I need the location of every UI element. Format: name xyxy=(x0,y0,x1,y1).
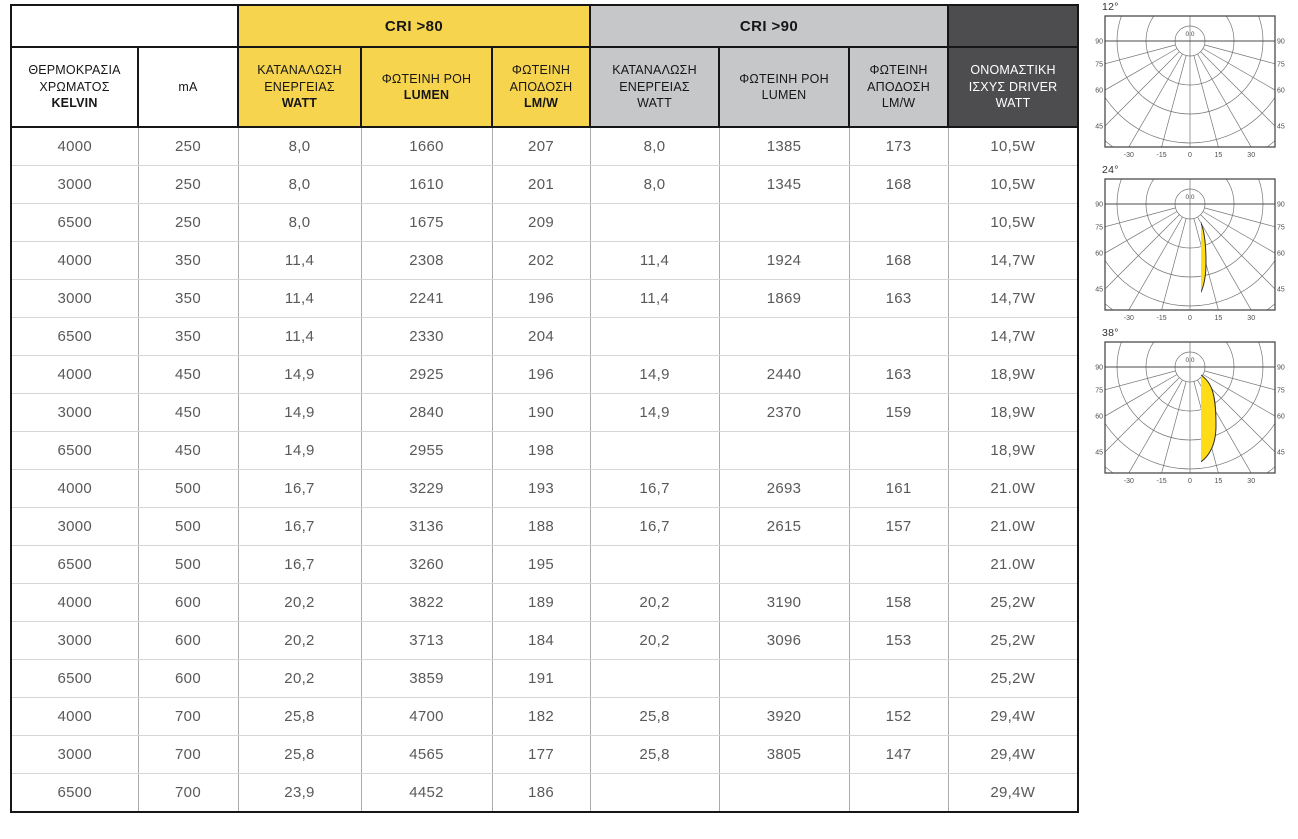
polar-plot xyxy=(1094,14,1286,164)
cell-efficacy-cri90: 173 xyxy=(849,127,948,166)
cell-efficacy-cri80: 193 xyxy=(492,470,590,508)
cell-luminous-flux-cri80: 4700 xyxy=(361,698,492,736)
cell-current-ma: 500 xyxy=(138,470,238,508)
diagram-tick-label: 60 xyxy=(1095,87,1103,95)
cell-luminous-flux-cri80: 2330 xyxy=(361,318,492,356)
cell-power-watt-cri90: 11,4 xyxy=(590,242,719,280)
cell-luminous-flux-cri80: 2840 xyxy=(361,394,492,432)
diagram-tick-label: 60 xyxy=(1095,250,1103,258)
column-header-power-watt-cri90 xyxy=(590,47,719,127)
table-row xyxy=(11,622,1078,660)
cell-efficacy-cri90: 163 xyxy=(849,280,948,318)
column-unit-text: LM/W xyxy=(881,96,916,111)
cell-luminous-flux-cri90: 1924 xyxy=(719,242,849,280)
cell-nominal-driver-power: 18,9W xyxy=(948,356,1078,394)
cell-luminous-flux-cri80: 3229 xyxy=(361,470,492,508)
cell-efficacy-cri80: 196 xyxy=(492,356,590,394)
diagram-tick-label: 30 xyxy=(1247,315,1256,322)
cell-power-watt-cri90 xyxy=(590,546,719,584)
column-header-text: ΦΩΤΕΙΝΗ ΡΟΗ xyxy=(739,71,829,86)
table-body xyxy=(11,127,1078,812)
cell-luminous-flux-cri80: 3260 xyxy=(361,546,492,584)
cell-luminous-flux-cri80: 4565 xyxy=(361,736,492,774)
cell-current-ma: 700 xyxy=(138,698,238,736)
cell-nominal-driver-power: 21.0W xyxy=(948,508,1078,546)
diagram-tick-label: 0.0 xyxy=(1185,194,1195,201)
cell-efficacy-cri90: 161 xyxy=(849,470,948,508)
diagram-tick-label: -30 xyxy=(1123,152,1134,159)
cell-power-watt-cri80: 11,4 xyxy=(238,242,361,280)
cell-power-watt-cri80: 8,0 xyxy=(238,127,361,166)
diagram-tick-label: 0.0 xyxy=(1185,357,1195,364)
diagram-tick-label: 45 xyxy=(1277,286,1285,294)
diagram-tick-label: 60 xyxy=(1277,413,1285,421)
cell-power-watt-cri80: 20,2 xyxy=(238,584,361,622)
cell-power-watt-cri90 xyxy=(590,660,719,698)
beam-angle-label: 24° xyxy=(1102,164,1119,176)
column-header-text: ΦΩΤΕΙΝΗ xyxy=(511,63,571,78)
cell-luminous-flux-cri80: 1610 xyxy=(361,166,492,204)
cell-current-ma: 500 xyxy=(138,508,238,546)
column-header-text: ΦΩΤΕΙΝΗ xyxy=(869,63,928,78)
cell-power-watt-cri80: 8,0 xyxy=(238,166,361,204)
cell-nominal-driver-power: 10,5W xyxy=(948,127,1078,166)
cell-color-temperature-kelvin: 6500 xyxy=(11,318,138,356)
diagram-tick-label: 45 xyxy=(1095,449,1103,457)
diagram-tick-label: 60 xyxy=(1277,250,1285,258)
diagram-tick-label: 75 xyxy=(1277,61,1285,69)
diagram-tick-label: -30 xyxy=(1123,315,1134,322)
column-header-current-ma xyxy=(138,47,238,127)
cell-power-watt-cri80: 23,9 xyxy=(238,774,361,813)
cell-current-ma: 500 xyxy=(138,546,238,584)
cell-nominal-driver-power: 29,4W xyxy=(948,774,1078,813)
diagram-tick-label: 75 xyxy=(1095,387,1103,395)
diagram-tick-label: 15 xyxy=(1214,152,1223,159)
cell-current-ma: 250 xyxy=(138,166,238,204)
cell-power-watt-cri90: 25,8 xyxy=(590,736,719,774)
cell-efficacy-cri80: 189 xyxy=(492,584,590,622)
cell-efficacy-cri90 xyxy=(849,546,948,584)
cell-efficacy-cri80: 182 xyxy=(492,698,590,736)
diagram-tick-label: 90 xyxy=(1277,201,1285,209)
diagram-tick-label: -15 xyxy=(1156,152,1167,159)
column-header-power-watt-cri80 xyxy=(238,47,361,127)
cell-power-watt-cri80: 16,7 xyxy=(238,470,361,508)
table-row xyxy=(11,546,1078,584)
table-row xyxy=(11,127,1078,166)
cell-power-watt-cri80: 20,2 xyxy=(238,622,361,660)
cell-current-ma: 350 xyxy=(138,280,238,318)
column-header-text: WATT xyxy=(995,96,1031,111)
cell-efficacy-cri80: 188 xyxy=(492,508,590,546)
cell-luminous-flux-cri90: 1345 xyxy=(719,166,849,204)
cell-luminous-flux-cri90 xyxy=(719,432,849,470)
cell-power-watt-cri80: 11,4 xyxy=(238,318,361,356)
cell-power-watt-cri90: 8,0 xyxy=(590,166,719,204)
cell-luminous-flux-cri90: 3920 xyxy=(719,698,849,736)
cell-power-watt-cri90: 25,8 xyxy=(590,698,719,736)
cell-power-watt-cri80: 11,4 xyxy=(238,280,361,318)
diagram-tick-label: 15 xyxy=(1214,315,1223,322)
diagram-tick-label: 60 xyxy=(1095,413,1103,421)
cell-color-temperature-kelvin: 6500 xyxy=(11,660,138,698)
cell-luminous-flux-cri90: 1869 xyxy=(719,280,849,318)
cell-nominal-driver-power: 10,5W xyxy=(948,166,1078,204)
cell-color-temperature-kelvin: 3000 xyxy=(11,508,138,546)
cell-power-watt-cri90: 20,2 xyxy=(590,584,719,622)
cell-current-ma: 250 xyxy=(138,127,238,166)
column-header-text: ΕΝΕΡΓΕΙΑΣ xyxy=(619,79,690,94)
cell-color-temperature-kelvin: 6500 xyxy=(11,774,138,813)
column-header-text: ΟΝΟΜΑΣΤΙΚΗ xyxy=(970,63,1056,78)
cell-nominal-driver-power: 29,4W xyxy=(948,736,1078,774)
diagram-tick-label: 0 xyxy=(1188,315,1192,322)
diagram-tick-label: 45 xyxy=(1095,123,1103,131)
table-row xyxy=(11,318,1078,356)
table-row xyxy=(11,204,1078,242)
cell-efficacy-cri90: 159 xyxy=(849,394,948,432)
beam-diagram-38deg xyxy=(1094,327,1294,490)
cell-nominal-driver-power: 25,2W xyxy=(948,622,1078,660)
cell-efficacy-cri90: 152 xyxy=(849,698,948,736)
table-row xyxy=(11,242,1078,280)
table-row xyxy=(11,394,1078,432)
cell-luminous-flux-cri80: 1675 xyxy=(361,204,492,242)
cell-current-ma: 700 xyxy=(138,736,238,774)
cell-luminous-flux-cri80: 3859 xyxy=(361,660,492,698)
cell-efficacy-cri80: 196 xyxy=(492,280,590,318)
diagram-tick-label: 30 xyxy=(1247,478,1256,485)
diagram-tick-label: -15 xyxy=(1156,478,1167,485)
cell-color-temperature-kelvin: 4000 xyxy=(11,470,138,508)
column-header-text: ΑΠΟΔΟΣΗ xyxy=(867,79,930,94)
beam-diagram-24deg xyxy=(1094,164,1294,327)
cell-color-temperature-kelvin: 4000 xyxy=(11,698,138,736)
diagram-tick-label: 90 xyxy=(1277,364,1285,372)
cell-color-temperature-kelvin: 6500 xyxy=(11,546,138,584)
cell-efficacy-cri90 xyxy=(849,204,948,242)
cell-nominal-driver-power: 14,7W xyxy=(948,242,1078,280)
cell-efficacy-cri90 xyxy=(849,318,948,356)
column-header-text: ΑΠΟΔΟΣΗ xyxy=(509,79,573,94)
diagram-tick-label: 60 xyxy=(1277,87,1285,95)
cell-current-ma: 350 xyxy=(138,242,238,280)
cell-color-temperature-kelvin: 3000 xyxy=(11,736,138,774)
column-unit-text: LUMEN xyxy=(761,88,807,102)
cell-efficacy-cri80: 198 xyxy=(492,432,590,470)
cell-luminous-flux-cri80: 3713 xyxy=(361,622,492,660)
cell-color-temperature-kelvin: 3000 xyxy=(11,622,138,660)
column-header-text: ΘΕΡΜΟΚΡΑΣΙΑ xyxy=(28,63,121,78)
column-header-text: ΚΑΤΑΝΑΛΩΣΗ xyxy=(612,63,697,78)
cell-luminous-flux-cri90 xyxy=(719,774,849,813)
column-header-color-temperature-kelvin xyxy=(11,47,138,127)
cell-luminous-flux-cri90 xyxy=(719,204,849,242)
cell-nominal-driver-power: 21.0W xyxy=(948,470,1078,508)
cell-luminous-flux-cri80: 4452 xyxy=(361,774,492,813)
cell-efficacy-cri80: 204 xyxy=(492,318,590,356)
column-header-row xyxy=(11,47,1078,127)
diagram-tick-label: 45 xyxy=(1095,286,1103,294)
column-header-efficacy-cri80 xyxy=(492,47,590,127)
column-header-text: ΦΩΤΕΙΝΗ ΡΟΗ xyxy=(381,71,472,86)
table-row xyxy=(11,736,1078,774)
cell-power-watt-cri80: 16,7 xyxy=(238,546,361,584)
diagram-tick-label: 90 xyxy=(1095,38,1103,46)
diagram-tick-label: 30 xyxy=(1247,152,1256,159)
diagram-tick-label: 90 xyxy=(1095,201,1103,209)
diagram-tick-label: 75 xyxy=(1095,61,1103,69)
cell-efficacy-cri80: 177 xyxy=(492,736,590,774)
cell-nominal-driver-power: 21.0W xyxy=(948,546,1078,584)
diagram-tick-label: -15 xyxy=(1156,315,1167,322)
cell-luminous-flux-cri90 xyxy=(719,660,849,698)
cell-efficacy-cri90: 168 xyxy=(849,242,948,280)
cell-current-ma: 450 xyxy=(138,432,238,470)
column-unit-text: LUMEN xyxy=(403,88,450,102)
diagram-tick-label: 0 xyxy=(1188,152,1192,159)
column-header-text: ΕΝΕΡΓΕΙΑΣ xyxy=(264,79,335,94)
cell-power-watt-cri90: 20,2 xyxy=(590,622,719,660)
table-row xyxy=(11,432,1078,470)
cell-color-temperature-kelvin: 3000 xyxy=(11,166,138,204)
cell-efficacy-cri80: 195 xyxy=(492,546,590,584)
cell-current-ma: 600 xyxy=(138,622,238,660)
cri80-group-header: CRI >80 xyxy=(238,5,590,47)
cell-efficacy-cri80: 201 xyxy=(492,166,590,204)
cell-power-watt-cri90 xyxy=(590,432,719,470)
cell-power-watt-cri90: 8,0 xyxy=(590,127,719,166)
column-header-luminous-flux-cri80 xyxy=(361,47,492,127)
cell-luminous-flux-cri80: 2925 xyxy=(361,356,492,394)
cell-nominal-driver-power: 10,5W xyxy=(948,204,1078,242)
beam-angle-label: 12° xyxy=(1102,1,1119,13)
cell-efficacy-cri90: 163 xyxy=(849,356,948,394)
column-header-text: mA xyxy=(178,79,198,94)
cell-power-watt-cri90: 16,7 xyxy=(590,508,719,546)
cell-luminous-flux-cri80: 1660 xyxy=(361,127,492,166)
cell-current-ma: 250 xyxy=(138,204,238,242)
cell-power-watt-cri80: 14,9 xyxy=(238,356,361,394)
diagram-tick-label: 15 xyxy=(1214,478,1223,485)
cell-luminous-flux-cri90: 3805 xyxy=(719,736,849,774)
cell-current-ma: 450 xyxy=(138,356,238,394)
cell-power-watt-cri90: 16,7 xyxy=(590,470,719,508)
column-header-luminous-flux-cri90 xyxy=(719,47,849,127)
table-row xyxy=(11,356,1078,394)
cell-nominal-driver-power: 14,7W xyxy=(948,280,1078,318)
table-row xyxy=(11,470,1078,508)
cell-luminous-flux-cri90: 3096 xyxy=(719,622,849,660)
cell-color-temperature-kelvin: 3000 xyxy=(11,280,138,318)
cell-power-watt-cri90 xyxy=(590,318,719,356)
cell-efficacy-cri90 xyxy=(849,432,948,470)
cell-efficacy-cri80: 186 xyxy=(492,774,590,813)
column-header-nominal-driver-power xyxy=(948,47,1078,127)
column-header-text: ΧΡΩΜΑΤΟΣ xyxy=(39,79,110,94)
cell-luminous-flux-cri90: 2440 xyxy=(719,356,849,394)
cell-color-temperature-kelvin: 3000 xyxy=(11,394,138,432)
beam-diagrams xyxy=(1094,0,1298,500)
cell-efficacy-cri90: 153 xyxy=(849,622,948,660)
cell-color-temperature-kelvin: 4000 xyxy=(11,127,138,166)
cell-color-temperature-kelvin: 4000 xyxy=(11,242,138,280)
beam-diagram-12deg xyxy=(1094,1,1294,164)
column-unit-text: LM/W xyxy=(523,96,559,111)
cell-luminous-flux-cri80: 2241 xyxy=(361,280,492,318)
cell-current-ma: 600 xyxy=(138,660,238,698)
diagram-tick-label: 0 xyxy=(1188,478,1192,485)
cell-power-watt-cri90: 14,9 xyxy=(590,356,719,394)
cell-efficacy-cri80: 207 xyxy=(492,127,590,166)
cell-luminous-flux-cri90: 3190 xyxy=(719,584,849,622)
cell-current-ma: 600 xyxy=(138,584,238,622)
column-header-text: ΙΣΧΥΣ DRIVER xyxy=(968,79,1058,94)
cell-current-ma: 450 xyxy=(138,394,238,432)
cell-efficacy-cri90: 157 xyxy=(849,508,948,546)
cell-nominal-driver-power: 25,2W xyxy=(948,584,1078,622)
cell-luminous-flux-cri90 xyxy=(719,318,849,356)
column-header-text: ΚΑΤΑΝΑΛΩΣΗ xyxy=(257,63,342,78)
diagram-tick-label: 90 xyxy=(1277,38,1285,46)
beam-angle-label: 38° xyxy=(1102,327,1119,339)
cell-power-watt-cri80: 8,0 xyxy=(238,204,361,242)
table-row xyxy=(11,166,1078,204)
column-unit-text: WATT xyxy=(281,96,318,111)
group-header-row xyxy=(11,5,1078,47)
cell-current-ma: 700 xyxy=(138,774,238,813)
cell-nominal-driver-power: 25,2W xyxy=(948,660,1078,698)
diagram-tick-label: 90 xyxy=(1095,364,1103,372)
cell-nominal-driver-power: 14,7W xyxy=(948,318,1078,356)
cell-efficacy-cri80: 209 xyxy=(492,204,590,242)
table-row xyxy=(11,660,1078,698)
cell-color-temperature-kelvin: 4000 xyxy=(11,584,138,622)
cell-luminous-flux-cri90: 1385 xyxy=(719,127,849,166)
cell-efficacy-cri90: 168 xyxy=(849,166,948,204)
cell-power-watt-cri80: 25,8 xyxy=(238,736,361,774)
cell-efficacy-cri90 xyxy=(849,660,948,698)
cell-power-watt-cri80: 16,7 xyxy=(238,508,361,546)
diagram-tick-label: 75 xyxy=(1095,224,1103,232)
cell-power-watt-cri80: 20,2 xyxy=(238,660,361,698)
cell-nominal-driver-power: 18,9W xyxy=(948,394,1078,432)
cell-power-watt-cri80: 14,9 xyxy=(238,394,361,432)
driver-group-cell xyxy=(948,5,1078,47)
cell-luminous-flux-cri80: 2308 xyxy=(361,242,492,280)
cell-color-temperature-kelvin: 6500 xyxy=(11,204,138,242)
cell-luminous-flux-cri90: 2370 xyxy=(719,394,849,432)
cell-power-watt-cri90: 14,9 xyxy=(590,394,719,432)
diagram-tick-label: 75 xyxy=(1277,224,1285,232)
table-row xyxy=(11,280,1078,318)
cell-power-watt-cri90: 11,4 xyxy=(590,280,719,318)
cell-nominal-driver-power: 29,4W xyxy=(948,698,1078,736)
cell-luminous-flux-cri80: 3822 xyxy=(361,584,492,622)
diagram-tick-label: 45 xyxy=(1277,123,1285,131)
cell-efficacy-cri80: 202 xyxy=(492,242,590,280)
cell-color-temperature-kelvin: 6500 xyxy=(11,432,138,470)
cell-power-watt-cri80: 14,9 xyxy=(238,432,361,470)
column-unit-text: WATT xyxy=(637,96,672,111)
cell-power-watt-cri90 xyxy=(590,204,719,242)
cell-efficacy-cri90: 147 xyxy=(849,736,948,774)
cell-efficacy-cri90 xyxy=(849,774,948,813)
table-row xyxy=(11,584,1078,622)
polar-plot xyxy=(1094,340,1286,490)
diagram-tick-label: 75 xyxy=(1277,387,1285,395)
polar-plot xyxy=(1094,177,1286,327)
column-unit-text: KELVIN xyxy=(51,96,98,111)
cell-luminous-flux-cri90 xyxy=(719,546,849,584)
cell-efficacy-cri90: 158 xyxy=(849,584,948,622)
cell-efficacy-cri80: 191 xyxy=(492,660,590,698)
cell-nominal-driver-power: 18,9W xyxy=(948,432,1078,470)
table-row xyxy=(11,774,1078,813)
cri90-group-header: CRI >90 xyxy=(590,5,948,47)
cell-luminous-flux-cri90: 2615 xyxy=(719,508,849,546)
cell-color-temperature-kelvin: 4000 xyxy=(11,356,138,394)
column-header-efficacy-cri90 xyxy=(849,47,948,127)
cell-luminous-flux-cri80: 2955 xyxy=(361,432,492,470)
cell-current-ma: 350 xyxy=(138,318,238,356)
table-row xyxy=(11,508,1078,546)
diagram-tick-label: 0.0 xyxy=(1185,31,1195,38)
cell-luminous-flux-cri80: 3136 xyxy=(361,508,492,546)
cell-luminous-flux-cri90: 2693 xyxy=(719,470,849,508)
diagram-tick-label: 45 xyxy=(1277,449,1285,457)
cell-power-watt-cri90 xyxy=(590,774,719,813)
table-row xyxy=(11,698,1078,736)
blank-group-cell xyxy=(11,5,238,47)
cell-efficacy-cri80: 190 xyxy=(492,394,590,432)
diagram-tick-label: -30 xyxy=(1123,478,1134,485)
photometric-spec-table xyxy=(10,4,1079,813)
cell-efficacy-cri80: 184 xyxy=(492,622,590,660)
cell-power-watt-cri80: 25,8 xyxy=(238,698,361,736)
